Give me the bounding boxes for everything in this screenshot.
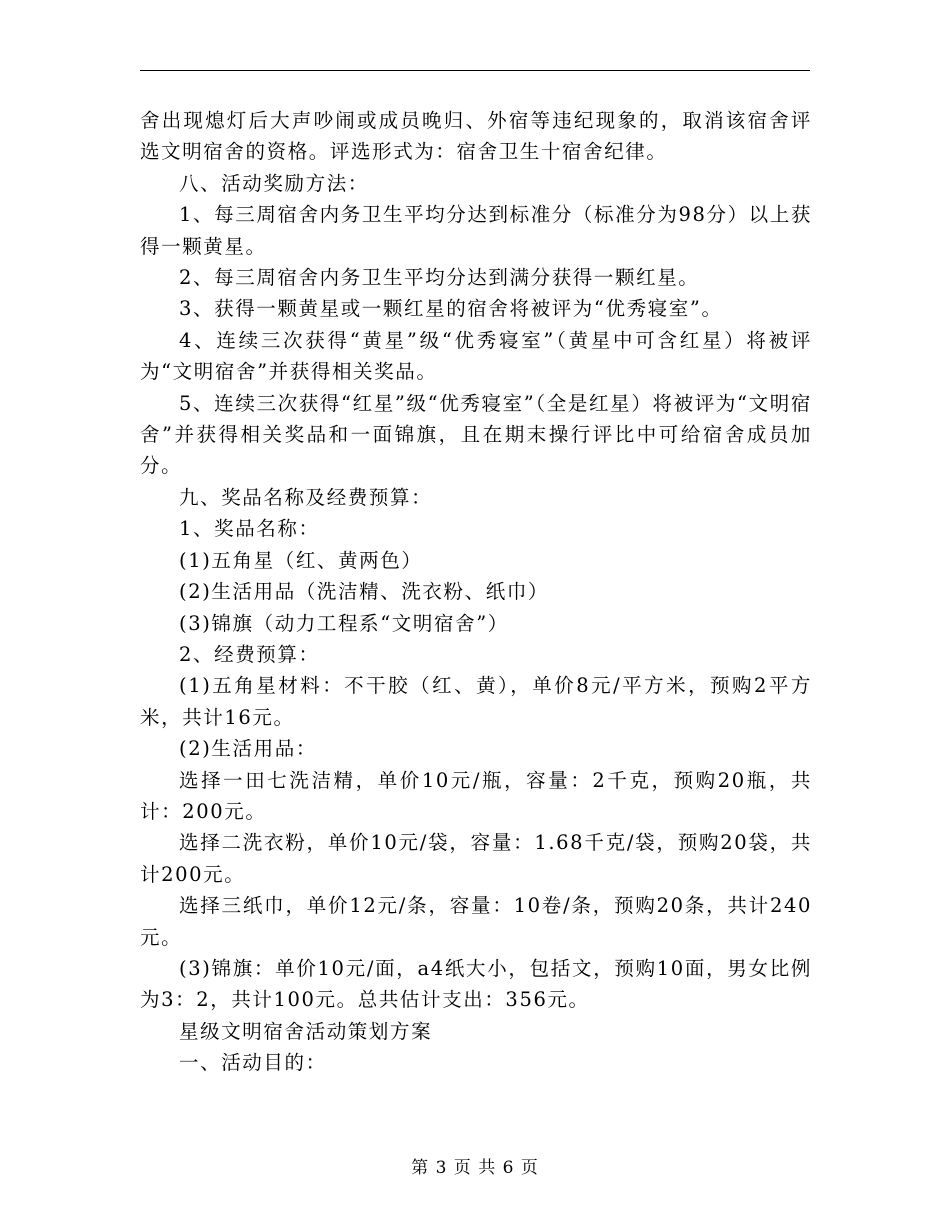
paragraph-1: 舍出现熄灯后大声吵闹或成员晚归、外宿等违纪现象的，取消该宿舍评选文明宿舍的资格。评选形式为：宿舍卫生十宿舍纪律。 [140, 109, 812, 164]
paragraph-8: 九、奖品名称及经费预算： [179, 485, 433, 509]
paragraph-10: (1)五角星（红、黄两色） [179, 548, 423, 572]
paragraph-16: 选择一田七洗洁精，单价10元/瓶，容量：2千克，预购20瓶，共计：200元。 [140, 768, 812, 823]
paragraph-20: 星级文明宿舍活动策划方案 [179, 1019, 433, 1043]
paragraph-12: (3)锦旗（动力工程系“文明宿舍”） [179, 611, 509, 635]
paragraph-17: 选择二洗衣粉，单价10元/袋，容量：1.68千克/袋，预购20袋，共计200元。 [140, 831, 812, 886]
header-rule [140, 70, 810, 71]
paragraph-14: (1)五角星材料：不干胶（红、黄），单价8元/平方米，预购2平方米，共计16元。 [140, 674, 812, 729]
paragraph-6: 4、连续三次获得“黄星”级“优秀寝室”（黄星中可含红星）将被评为“文明宿舍”并获得相关奖品。 [140, 328, 812, 384]
page-footer [0, 1153, 950, 1178]
document-body [140, 105, 812, 1079]
paragraph-19: (3)锦旗：单价10元/面，a4纸大小，包括文，预购10面，男女比例为3：2，共计100元。总共估计支出：356元。 [140, 956, 812, 1012]
paragraph-9: 1、奖品名称： [179, 517, 320, 541]
paragraph-7: 5、连续三次获得“红星”级“优秀寝室”（全是红星）将被评为“文明宿舍”并获得相关奖品和一面锦旗，且在期末操行评比中可给宿舍成员加分。 [140, 391, 812, 478]
paragraph-11: (2)生活用品（洗洁精、洗衣粉、纸巾） [179, 580, 550, 604]
paragraph-4: 2、每三周宿舍内务卫生平均分达到满分获得一颗红星。 [179, 266, 700, 290]
paragraph-18: 选择三纸巾，单价12元/条，容量：10卷/条，预购20条，共计240元。 [140, 894, 812, 949]
paragraph-21: 一、活动目的： [179, 1051, 327, 1075]
paragraph-3: 1、每三周宿舍内务卫生平均分达到标准分（标准分为98分）以上获得一颗黄星。 [140, 203, 812, 258]
paragraph-2: 八、活动奖励方法： [179, 171, 369, 195]
paragraph-5: 3、获得一颗黄星或一颗红星的宿舍将被评为“优秀寝室”。 [179, 297, 723, 321]
paragraph-15: (2)生活用品： [179, 737, 317, 761]
paragraph-13: 2、经费预算： [179, 642, 320, 666]
page-number: 第 3 页 共 6 页 [411, 1158, 539, 1178]
